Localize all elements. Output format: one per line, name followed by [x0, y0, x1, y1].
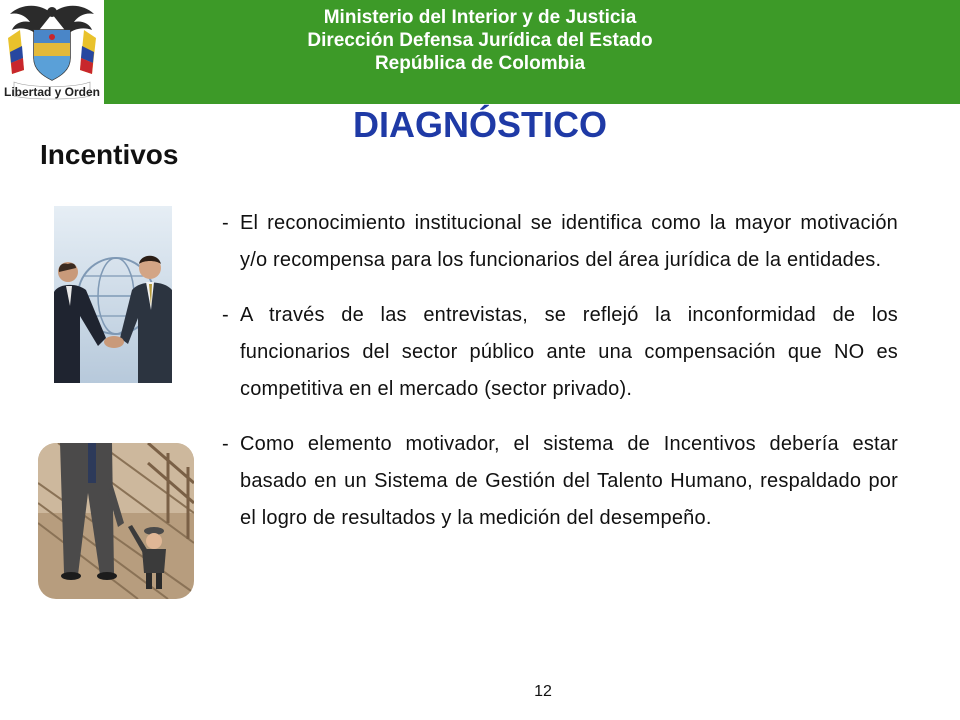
- bullet-text: A través de las entrevistas, se reflejó la inconformidad de los funcionarios del sector público ante una compensación que NO es competitiva en el mercado (sector privado).: [240, 304, 898, 400]
- bullet-item: [222, 205, 898, 279]
- section-heading: Incentivos: [40, 139, 179, 170]
- directorate-name: Dirección Defensa Jurídica del Estado: [307, 30, 653, 51]
- bullet-item: [222, 426, 898, 537]
- slide-title: DIAGNÓSTICO: [352, 104, 607, 145]
- coat-of-arms-logo: [0, 0, 104, 104]
- handshake-photo: [54, 206, 172, 383]
- bullet-item: [222, 297, 898, 408]
- ministry-name: Ministerio del Interior y de Justicia: [323, 7, 637, 28]
- bullet-marker: -: [222, 304, 229, 326]
- bullet-marker: -: [222, 212, 229, 234]
- bullet-marker: -: [222, 433, 229, 455]
- svg-text:Libertad y Orden: Libertad y Orden: [3, 85, 101, 99]
- page-number: 12: [534, 683, 552, 700]
- bullet-text: El reconocimiento institucional se identifica como la mayor motivación y/o recompensa para los funcionarios del área jurídica de la entidades.: [240, 212, 898, 271]
- bullet-list: [222, 205, 898, 555]
- father-child-photo: [38, 443, 194, 599]
- country-name: República de Colombia: [374, 53, 586, 74]
- header-text: [104, 6, 856, 75]
- bullet-text: Como elemento motivador, el sistema de Incentivos debería estar basado en un Sistema de Gestión del Talento Humano, respaldado por el logro de resultados y la medición del desempeño.: [240, 433, 898, 529]
